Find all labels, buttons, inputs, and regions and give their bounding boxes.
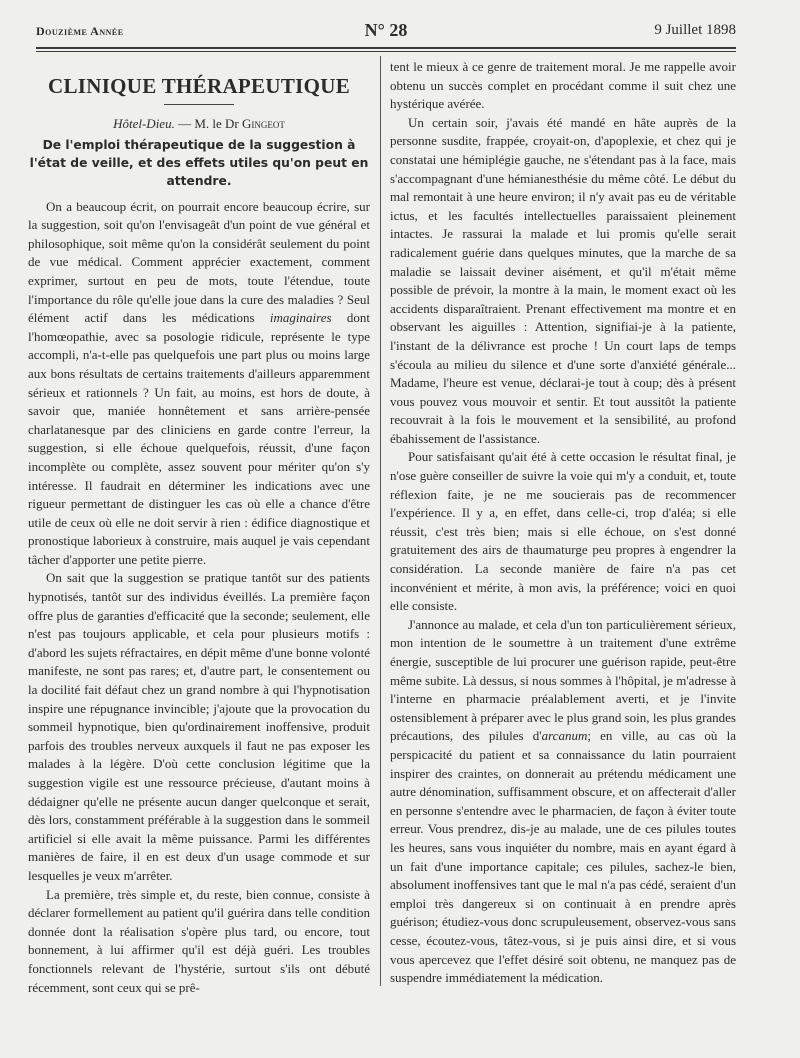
byline [28,115,370,134]
paragraph-text: ; en ville, au cas où la perspicacité du patient et sa connaissance du latin pourraient inspirer des craintes, on donnerait au prétendu médicament une autre dénomination, suffisamment obscure, et on affecterait d'aller en personne s'entendre avec le pharmacien, de façon à éviter toute erreur. Vous prendrez, dis-je au malade, une de ces pilules toutes les heures, sans vous inquiéter du nombre, mais en ayant égard à un fait d'une importance capitale; ces pilules, sachez-le bien, absolument inoffensives tant que le mal n'a pas cédé, seraient d'un emploi très dangereux si on continuait à en prendre après guérison; étudiez-vous donc scrupuleusement, observez-vous sans cesse, écoutez-vous, tâtez-vous, si je puis ainsi dire, et si vous vous apercevez que l'effet désiré soit obtenu, ne manquez pas de suspendre immédiatement la médication. [390,728,736,986]
header-rule-thin [36,51,736,52]
paragraph [28,198,370,570]
byline-separator: — M. le Dr [174,116,242,131]
paragraph-text: dont l'homœopathie, avec sa posologie ridicule, représente le type accompli, n'a-t-elle pas quelquefois une part plus ou moins large aux bons résultats de certains traitements d'ailleurs apparemment sérieux et rationnels ? Un fait, au moins, est hors de doute, à savoir que, maniée honnêtement et sans arrière-pensée charlatanesque par des cliniciens en garde contre l'erreur, la suggestion, si elle échoue quelquefois, réussit, d'une façon incomplète ou complète, assez souvent pour mériter qu'on s'y intéresse. Il faudrait en déterminer les indications avec une rigueur permettant de distinguer les cas où elle a chance d'être utile de ceux où elle ne doit servir à rien : édifice diagnostique et pronostique laborieux à construire, mais auquel je vais cependant tâcher d'apporter une petite pierre. [28,310,370,567]
paragraph [390,616,736,988]
paragraph: La première, très simple et, du reste, bien connue, consiste à déclarer formellement au patient qu'il guérira dans telle condition donnée dont la réalisation s'opère plus tard, ou encore, tout bonnement, à lui affirmer qu'il est déjà guéri. Les troubles fonctionnels relevant de l'hystérie, surtout s'ils ont débuté récemment, sont ceux qui se prê- [28,886,370,995]
emphasis-text: arcanum [541,728,588,744]
column-divider [380,56,381,986]
emphasis-text: imaginaires [269,310,332,326]
paragraph-text: J'annonce au malade, et cela d'un ton particulièrement sérieux, mon intention de le soumettre à un traitement d'une extrême énergie, susceptible de lui procurer une guérison rapide, peut-être même subite. Là dessus, si nous sommes à l'hôpital, je m'adresse à l'interne en pharmacie préalablement averti, et je l'invite ostensiblement à préparer avec le plus grand soin, les plus grandes précautions, des pilules d' [390,616,736,744]
paragraph: Pour satisfaisant qu'ait été à cette occasion le résultat final, je n'ose guère conseiller de suivre la voie qui m'y a conduit, et, toute réflexion faite, je ne me soucierais pas de recommencer l'expérience. Il y a, en effet, dans celle-ci, trop d'aléa; si elle réussit, c'est très bien; mais si elle échoue, on s'est donné gratuitement des airs de thaumaturge peu propres à engendrer la considération. La seconde manière de faire n'a pas cet inconvénient et mérite, à mon avis, la préférence; voici en quoi elle consiste. [390,449,736,614]
paragraph-text: On a beaucoup écrit, on pourrait encore beaucoup écrire, sur la suggestion, soit qu'on l'envisageât d'un point de vue général et philosophique, soit même qu'on la considérât seulement du point de vue médical. Comment apprécier exactement, comment exprimer, surtout en peu de mots, toute l'étendue, toute l'importance du rôle qu'elle joue dans la cure des maladies ? Seul élément actif dans les médications [28,198,370,326]
page-header [36,22,736,44]
title-divider [164,104,234,105]
paragraph: tent le mieux à ce genre de traitement moral. Je me rappelle avoir obtenu un succès complet en procédant comme il suit chez une hystérique avérée. [390,59,736,112]
byline-author: Gingeot [242,116,285,131]
byline-place: Hôtel-Dieu. [113,116,175,131]
paragraph: On sait que la suggestion se pratique tantôt sur des patients hypnotisés, tantôt sur des individus éveillés. La première façon offre plus de garanties d'efficacité que la seconde; seulement, elle n'est pas toujours applicable, et cela pour plusieurs motifs : d'abord les sujets réfractaires, en dépit même d'une bonne volonté manifeste, ne sont pas rares; et, d'autre part, le consentement ou la docilité fait défaut chez un grand nombre à qui l'hypnotisation inspire une répugnance invincible; j'ajoute que la provocation du sommeil hypnotique, bien qu'ordinairement inoffensive, produit parfois des troubles nerveux auxquels il faut ne pas exposer les malades à la légère. D'où cette conclusion légitime que la suggestion vigile est une ressource précieuse, d'autant moins à dédaigner qu'elle ne présente aucun danger quelconque et serait, dès lors, constamment préférable à la suggestion dans le sommeil artificiel si elle avait la même puissance. Parmi les différentes manières de faire, il en est deux d'un usage commode et sur lesquelles je veux m'arrêter. [28,570,370,883]
issue-number: N° 28 [364,20,408,40]
article-subtitle: De l'emploi thérapeutique de la suggestion à l'état de veille, et des effets utiles qu'on peut en attendre. [29,137,369,188]
right-column [390,58,736,988]
header-rule-thick [36,47,736,49]
volume-year: Douzième Année [36,24,124,38]
section-title: CLINIQUE THÉRAPEUTIQUE [47,74,351,98]
issue-date: 9 Juillet 1898 [654,22,736,38]
left-column [28,58,370,997]
paragraph: Un certain soir, j'avais été mandé en hâte auprès de la personne susdite, frappée, croyait-on, d'apoplexie, et chez qui je constatai une hémiplégie gauche, ne s'étendant pas à la face, mais s'accompagnant d'une hémianesthésie du même côté. Le début du mal remontait à une heure environ; il n'y avait pas eu de véritable ictus, et les facultés intellectuelles paraissaient pleinement intactes. Je rassurai la malade et lui promis qu'elle serait radicalement guérie dans quelques minutes, que la marche de sa maladie se laissait deviner aisément, et qu'il m'était même possible de prévoir, la montre à la main, le moment exact où les accidents disparaîtraient. Prenant effectivement ma montre et en observant les aiguilles : Attention, signifiai-je à la patiente, l'instant de la délivrance est proche ! Un court laps de temps s'écoula au milieu du silence et d'une sorte d'anxiété générale... Madame, l'heure est venue, déclarai-je tout à coup; dès à présent vous pouvez vous mouvoir et sentir. Et tout aussitôt la patiente recouvrait à la fois le mouvement et la sensibilité, au profond ébahissement de l'assistance. [390,114,736,446]
